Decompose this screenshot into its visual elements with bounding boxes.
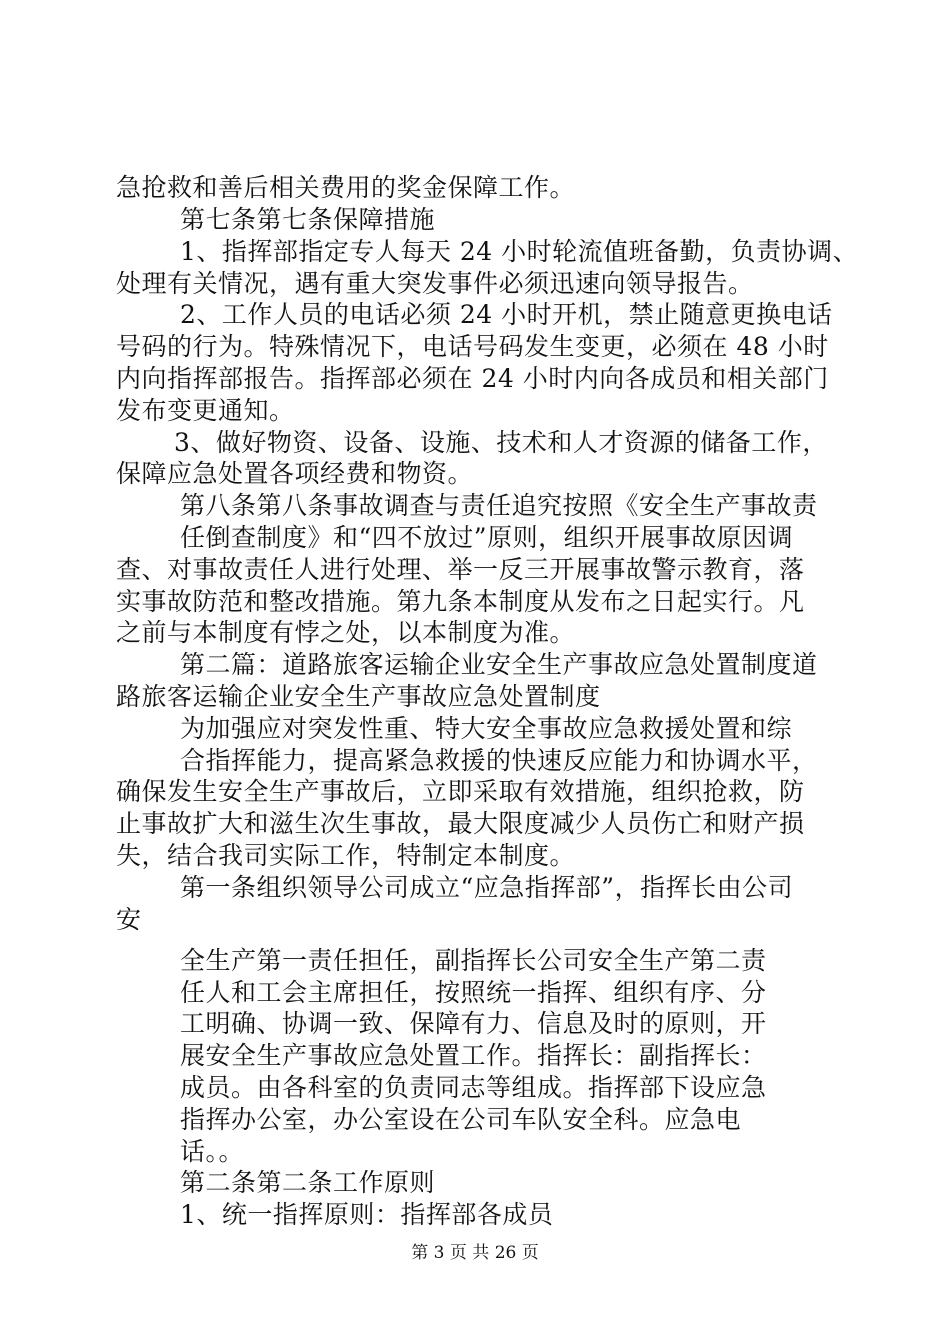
text-line: 全生产第一责任担任，副指挥长公司安全生产第二责 (180, 946, 767, 975)
text-line: 内向指挥部报告。指挥部必须在 24 小时内向各成员和相关部门 (116, 364, 829, 393)
text-line: 止事故扩大和滋生次生事故，最大限度减少人员伤亡和财产损 (116, 809, 805, 838)
text-line: 发布变更通知。 (116, 396, 295, 425)
text-line: 1、指挥部指定专人每天 24 小时轮流值班备勤，负责协调、 (180, 237, 859, 266)
text-line: 实事故防范和整改措施。第九条本制度从发布之日起实行。凡 (116, 587, 805, 616)
text-line: 为加强应对突发性重、特大安全事故应急救援处置和综 (180, 714, 793, 743)
text-line: 合指挥能力，提高紧急救援的快速反应能力和协调水平， (180, 746, 818, 775)
chapter-heading-2: 第二篇：道路旅客运输企业安全生产事故应急处置制度道 (180, 650, 818, 679)
page-footer: 第 3 页 共 26 页 (411, 1243, 539, 1263)
text-line: 1、统一指挥原则：指挥部各成员 (180, 1200, 554, 1229)
text-line: 确保发生安全生产事故后，立即采取有效措施，组织抢救，防 (116, 777, 805, 806)
text-line: 任人和工会主席担任，按照统一指挥、组织有序、分 (180, 978, 767, 1007)
text-line: 失，结合我司实际工作，特制定本制度。 (116, 841, 576, 870)
text-line: 之前与本制度有悖之处，以本制度为准。 (116, 618, 576, 647)
section-heading-8: 第八条第八条事故调查与责任追究按照《安全生产事故责 (180, 491, 818, 520)
text-line: 安 (116, 905, 142, 934)
text-line: 处理有关情况，遇有重大突发事件必须迅速向领导报告。 (116, 269, 754, 298)
text-line: 3、做好物资、设备、设施、技术和人才资源的储备工作， (174, 428, 828, 457)
text-line: 查、对事故责任人进行处理、举一反三开展事故警示教育，落 (116, 555, 805, 584)
text-line: 展安全生产事故应急处置工作。指挥长：副指挥长： (180, 1041, 767, 1070)
text-line: 急抢救和善后相关费用的奖金保障工作。 (116, 173, 576, 202)
section-heading-2: 第二条第二条工作原则 (180, 1168, 436, 1197)
text-line: 路旅客运输企业安全生产事故应急处置制度 (116, 682, 601, 711)
text-line: 成员。由各科室的负责同志等组成。指挥部下设应急 (180, 1073, 767, 1102)
section-heading-7: 第七条第七条保障措施 (180, 205, 436, 234)
text-line: 号码的行为。特殊情况下，电话号码发生变更，必须在 48 小时 (116, 332, 829, 361)
text-line: 2、工作人员的电话必须 24 小时开机，禁止随意更换电话 (180, 300, 833, 329)
text-line: 话。。 (180, 1137, 245, 1166)
section-heading-1: 第一条组织领导公司成立“应急指挥部”，指挥长由公司 (180, 873, 794, 902)
text-line: 指挥办公室，办公室设在公司车队安全科。应急电 (180, 1105, 742, 1134)
text-line: 任倒查制度》和“四不放过”原则，组织开展事故原因调 (180, 523, 794, 552)
text-line: 工明确、协调一致、保障有力、信息及时的原则，开 (180, 1009, 767, 1038)
text-line: 保障应急处置各项经费和物资。 (116, 459, 474, 488)
